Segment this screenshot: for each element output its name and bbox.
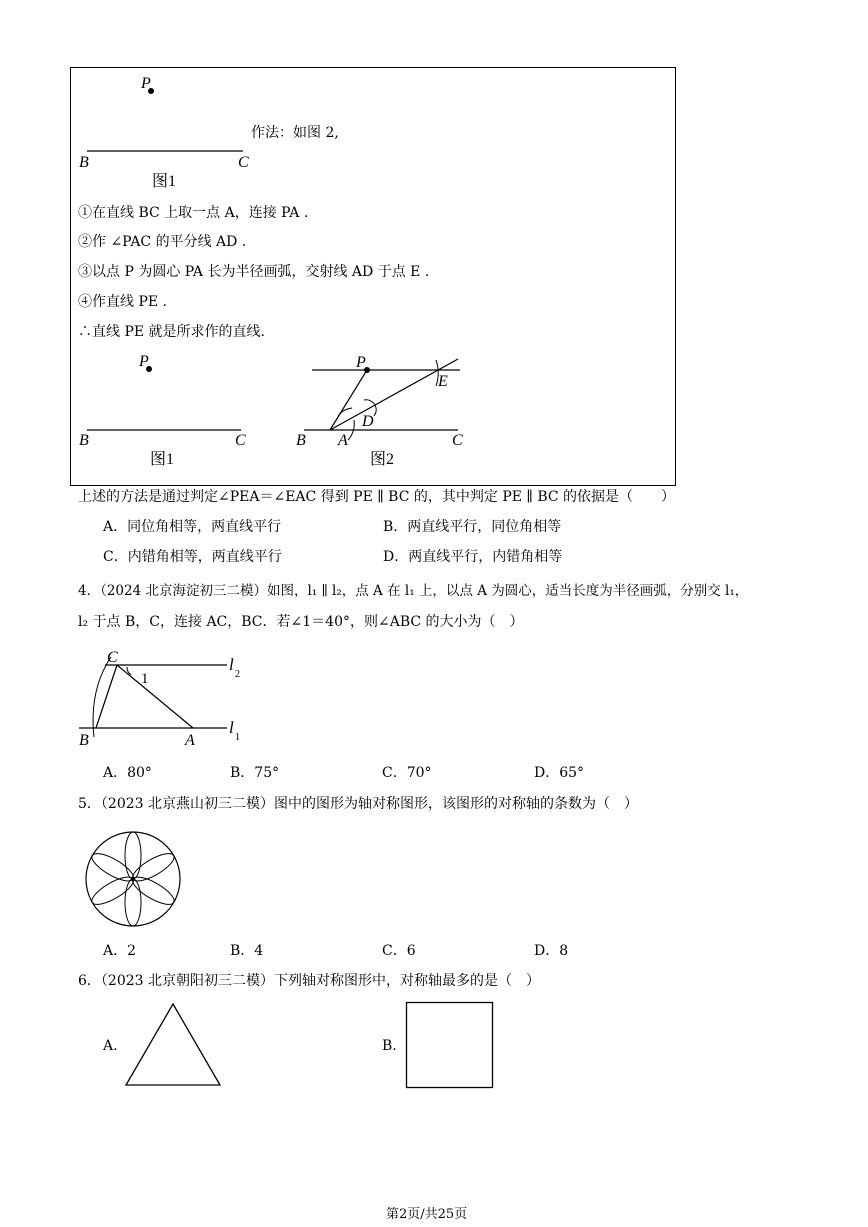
- conclusion: ∴直线 PE 就是所求作的直线.: [78, 324, 265, 340]
- q4-label-l1-sub: 1: [235, 732, 240, 743]
- fig2-label-p: P: [356, 354, 366, 371]
- q3-option-b: B．两直线平行，同位角相等: [383, 519, 562, 535]
- q3-stem: 上述的方法是通过判定∠PEA＝∠EAC 得到 PE ∥ BC 的，其中判定 PE ∥ BC 的依据是（ ）: [78, 489, 676, 505]
- q4-label-l2: l: [229, 655, 234, 674]
- q4-stem-line1: 4．（2024 北京海淀初三二模）如图，l₁ ∥ l₂，点 A 在 l₁ 上，以点 A 为圆心，适当长度为半径画弧，分别交 l₁，: [78, 583, 749, 599]
- page-footer: 第2页/共25页: [386, 1207, 468, 1222]
- fig1-top-caption: 图1: [152, 173, 177, 190]
- fig1-top-label-c: C: [238, 154, 249, 171]
- q5-option-b: B．4: [230, 943, 264, 959]
- q4-label-angle-1: 1: [141, 671, 149, 687]
- q5-flower-figure: [83, 829, 183, 929]
- q6-triangle-figure: [124, 1002, 222, 1088]
- fig2-label-a: A: [338, 432, 348, 449]
- fig2-caption: 图2: [370, 451, 395, 468]
- q4-stem-line2: l₂ 于点 B，C，连接 AC，BC．若∠1＝40°，则∠ABC 的大小为（ ）: [78, 614, 524, 630]
- q5-option-d: D．8: [534, 943, 569, 959]
- q6-option-b-label: B.: [382, 1038, 397, 1054]
- fig1-bottom-label-b: B: [79, 432, 89, 449]
- q4-option-a: A．80°: [103, 765, 152, 781]
- q6-option-a-label: A.: [103, 1038, 118, 1054]
- q6-stem: 6．（2023 北京朝阳初三二模）下列轴对称图形中，对称轴最多的是（ ）: [78, 973, 540, 989]
- q3-option-d: D．两直线平行，内错角相等: [383, 549, 563, 565]
- q5-stem: 5．（2023 北京燕山初三二模）图中的图形为轴对称图形，该图形的对称轴的条数为（ ）: [78, 796, 638, 812]
- step-2: ②作 ∠PAC 的平分线 AD .: [78, 234, 247, 250]
- step-1: ①在直线 BC 上取一点 A，连接 PA .: [78, 205, 309, 221]
- fig2-label-e: E: [438, 373, 448, 390]
- q5-option-a: A．2: [103, 943, 137, 959]
- fig1-bottom-label-c: C: [235, 432, 246, 449]
- q6-square-figure: [405, 1001, 495, 1089]
- q5-option-c: C．6: [382, 943, 416, 959]
- fig2-label-d: D: [362, 413, 374, 430]
- q4-label-l2-sub: 2: [235, 669, 240, 680]
- q4-label-b: B: [79, 732, 89, 749]
- fig1-bottom-label-p: P: [139, 353, 149, 370]
- fig1-top-label-p: P: [141, 75, 151, 92]
- step-4: ④作直线 PE .: [78, 294, 167, 310]
- q3-option-a: A．同位角相等，两直线平行: [103, 519, 282, 535]
- q4-option-d: D．65°: [534, 765, 585, 781]
- fig2-label-c: C: [452, 432, 463, 449]
- figure-2: [290, 350, 480, 470]
- fig1-top-label-b: B: [79, 154, 89, 171]
- method-label: 作法：如图 2,: [251, 125, 339, 141]
- fig1-bottom-caption: 图1: [150, 451, 175, 468]
- fig2-label-b: B: [296, 432, 306, 449]
- q4-label-l1: l: [229, 718, 234, 737]
- q4-figure: [75, 645, 255, 753]
- figure-1-top: [75, 70, 265, 195]
- q4-option-c: C．70°: [382, 765, 432, 781]
- figure-1-bottom: [75, 350, 265, 470]
- q4-label-c: C: [107, 649, 118, 666]
- q3-option-c: C．内错角相等，两直线平行: [103, 549, 282, 565]
- q4-label-a: A: [185, 732, 195, 749]
- step-3: ③以点 P 为圆心 PA 长为半径画弧，交射线 AD 于点 E .: [78, 264, 430, 280]
- q4-option-b: B．75°: [230, 765, 280, 781]
